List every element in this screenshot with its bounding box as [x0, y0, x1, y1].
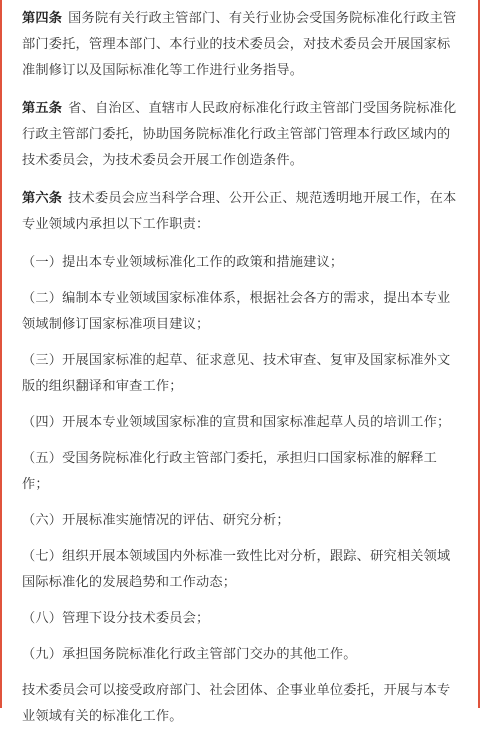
- article-number: 第六条: [22, 191, 63, 206]
- duty-item: （八）管理下设分技术委员会；: [22, 611, 210, 626]
- duty-item: （二）编制本专业领域国家标准体系，根据社会各方的需求，提出本专业领域制修订国家标准项目建议；: [22, 291, 451, 332]
- article-text: 省、自治区、直辖市人民政府标准化行政主管部门受国务院标准化行政主管部门委托，协助国务院标准化行政主管部门管理本行政区域内的技术委员会，为技术委员会开展工作创造条件。: [22, 101, 457, 168]
- article-number: 第四条: [22, 11, 63, 26]
- article-number: 第五条: [22, 101, 63, 116]
- duty-item: （七）组织开展本领域国内外标准一致性比对分析，跟踪、研究相关领域国际标准化的发展趋势和工作动态；: [22, 549, 451, 590]
- left-border: [0, 0, 2, 708]
- duty-item: （九）承担国务院标准化行政主管部门交办的其他工作。: [22, 647, 357, 662]
- article-6: [22, 186, 462, 238]
- article-text: 国务院有关行政主管部门、有关行业协会受国务院标准化行政主管部门委托，管理本部门、本行业的技术委员会，对技术委员会开展国家标准制修订以及国际标准化等工作进行业务指导。: [22, 11, 457, 78]
- closing-paragraph: 技术委员会可以接受政府部门、社会团体、企事业单位委托，开展与本专业领域有关的标准化工作。: [22, 683, 451, 724]
- article-5: [22, 96, 462, 174]
- document-body: [22, 6, 462, 742]
- duty-item: （三）开展国家标准的起草、征求意见、技术审查、复审及国家标准外文版的组织翻译和审查工作；: [22, 353, 451, 394]
- duty-item: （五）受国务院标准化行政主管部门委托，承担归口国家标准的解释工作；: [22, 451, 438, 492]
- article-text: 技术委员会应当科学合理、公开公正、规范透明地开展工作，在本专业领域内承担以下工作职责：: [22, 191, 457, 232]
- duty-item: （四）开展本专业领域国家标准的宣贯和国家标准起草人员的培训工作；: [22, 415, 451, 430]
- article-4: [22, 6, 462, 84]
- duty-item: （六）开展标准实施情况的评估、研究分析；: [22, 513, 290, 528]
- duty-item: （一）提出本专业领域标准化工作的政策和措施建议；: [22, 255, 344, 270]
